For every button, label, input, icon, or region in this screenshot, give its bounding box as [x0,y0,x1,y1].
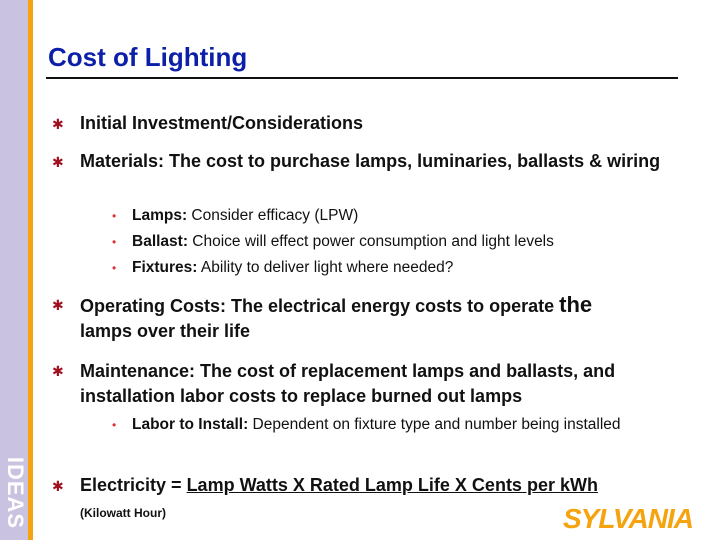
bullet-star-icon: ✱ [52,363,64,379]
sub-bullet-dot-icon: • [112,209,117,223]
sub-bullet-label: Lamps: [132,207,188,224]
sub-bullet-dot-icon: • [112,418,117,432]
sub-bullet-ballast [112,231,678,253]
slide-title: Cost of Lighting [48,42,248,72]
bullet-star-icon: ✱ [52,478,64,494]
bullet-star-icon: ✱ [52,154,64,170]
footnote-kilowatt-hour: (Kilowatt Hour) [80,506,166,520]
bullet-text: lamps over their life [80,321,251,341]
sub-bullet-label: Fixtures: [132,259,198,276]
bullet-operating-costs [80,292,680,344]
bullet-formula: Lamp Watts X Rated Lamp Life X Cents per kWh [186,475,598,495]
sylvania-logo: SYLVANIA [563,503,693,534]
bullet-materials: Materials: The cost to purchase lamps, luminaries, ballasts & wiring [80,151,661,171]
bullet-text: Electricity = [80,475,187,495]
title-underline [46,77,678,79]
sub-bullet-label: Labor to Install: [132,416,249,433]
sub-bullet-dot-icon: • [112,261,117,275]
sub-bullet-labor [112,414,658,436]
bullet-maintenance: Maintenance: The cost of replacement lamps and ballasts, and installation labor costs to replace burned out lamps [80,361,616,406]
bullet-star-icon: ✱ [52,116,64,132]
bullet-initial-investment: Initial Investment/Considerations [80,113,364,133]
sub-bullet-fixtures [112,257,678,279]
sub-bullet-dot-icon: • [112,235,117,249]
sub-bullet-text: Dependent on fixture type and number being installed [248,416,621,433]
sub-bullet-label: Ballast: [132,233,188,250]
side-logo [0,445,30,540]
sub-bullet-text: Ability to deliver light where needed? [197,259,454,276]
bullet-star-icon: ✱ [52,297,64,313]
bullet-text: Operating Costs: The electrical energy costs to operate [80,296,560,316]
bullet-text-large: the [559,292,593,317]
side-logo-text: IDEAS [3,456,28,529]
bullet-electricity [80,473,680,498]
sub-bullet-lamps [112,205,678,227]
sub-bullet-text: Choice will effect power consumption and light levels [188,233,554,250]
sub-bullet-text: Consider efficacy (LPW) [187,207,359,224]
